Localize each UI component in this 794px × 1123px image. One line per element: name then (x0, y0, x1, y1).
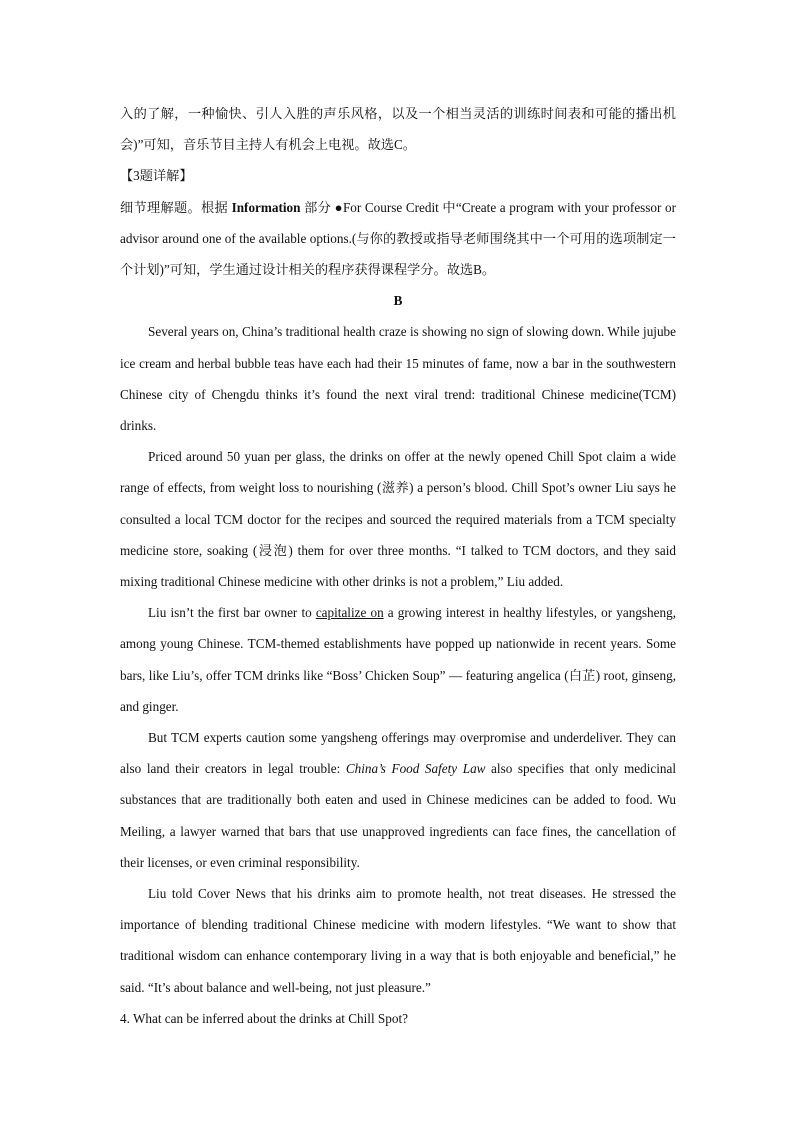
passage-paragraph-2: Priced around 50 yuan per glass, the drinks on offer at the newly opened Chill Spot claim a wide range of effects, from weight loss to nourishing (滋养) a person’s blood. Chill Spot’s owner Liu says he consulted a local TCM doctor for the recipes and sourced the required materials from a TCM specialty medicine store, soaking (浸泡) them for over three months. “I talked to TCM doctors, and they said mixing traditional Chinese medicine with other drinks is not a problem,” Liu added. (120, 449, 676, 590)
passage-paragraph-3 (120, 597, 676, 722)
paragraph-3-start: Liu isn’t the first bar owner to (148, 605, 316, 621)
underlined-phrase: capitalize on (315, 605, 384, 621)
explanation-body: 部分 ●For Course Credit 中“Create a program with your professor or advisor around one of the available options.(与你的教授或指导老师围绕其中一个可用的选项制定一个计划)”可知，学生通过设计相关的程序获得课程学分。故选B。 (120, 199, 677, 278)
answer-explanation-continued: 入的了解，一种愉快、引人入胜的声乐风格，以及一个相当灵活的训练时间表和可能的播出机会)”可知，音乐节目主持人有机会上电视。故选C。 (120, 106, 676, 153)
document-page (120, 98, 676, 1034)
question-3-explanation (120, 192, 676, 286)
question-4: 4. What can be inferred about the drinks at Chill Spot? (120, 1010, 408, 1026)
paragraph-4-start: But TCM experts caution some yangsheng offerings may overpromise and underdeliver. They can also land their creators in legal trouble: (120, 730, 676, 777)
question-3-heading: 【3题详解】 (120, 168, 193, 184)
law-title: China’s Food Safety Law (345, 761, 486, 777)
passage-paragraph-1: Several years on, China’s traditional health craze is showing no sign of slowing down. While jujube ice cream and herbal bubble teas have each had their 15 minutes of fame, now a bar in the southwestern Chinese city of Chengdu thinks it’s found the next viral trend: traditional Chinese medicine(TCM) drinks. (120, 324, 676, 434)
paragraph-3-end: a growing interest in healthy lifestyles, or yangsheng, among young Chinese. TCM-themed establishments have popped up nationwide in recent years. Some bars, like Liu’s, offer TCM drinks like “Boss’ Chicken Soup” — featuring angelica (白芷) root, ginseng, and ginger. (120, 605, 676, 714)
paragraph-4-end: also specifies that only medicinal substances that are traditionally both eaten and used in Chinese medicines can be added to food. Wu Meiling, a lawyer warned that bars that use unapproved ingredients can face fines, the cancellation of their licenses, or even criminal responsibility. (120, 761, 676, 870)
explanation-prefix: 细节理解题。根据 (120, 199, 232, 215)
passage-paragraph-4 (120, 722, 676, 878)
passage-paragraph-5: Liu told Cover News that his drinks aim to promote health, not treat diseases. He stressed the importance of blending traditional Chinese medicine with modern lifestyles. “We want to show that traditional wisdom can enhance contemporary living in a way that is both enjoyable and beneficial,” he said. “It’s about balance and well-being, not just pleasure.” (120, 886, 676, 995)
section-title: B (393, 293, 403, 309)
information-keyword: Information (231, 199, 301, 215)
